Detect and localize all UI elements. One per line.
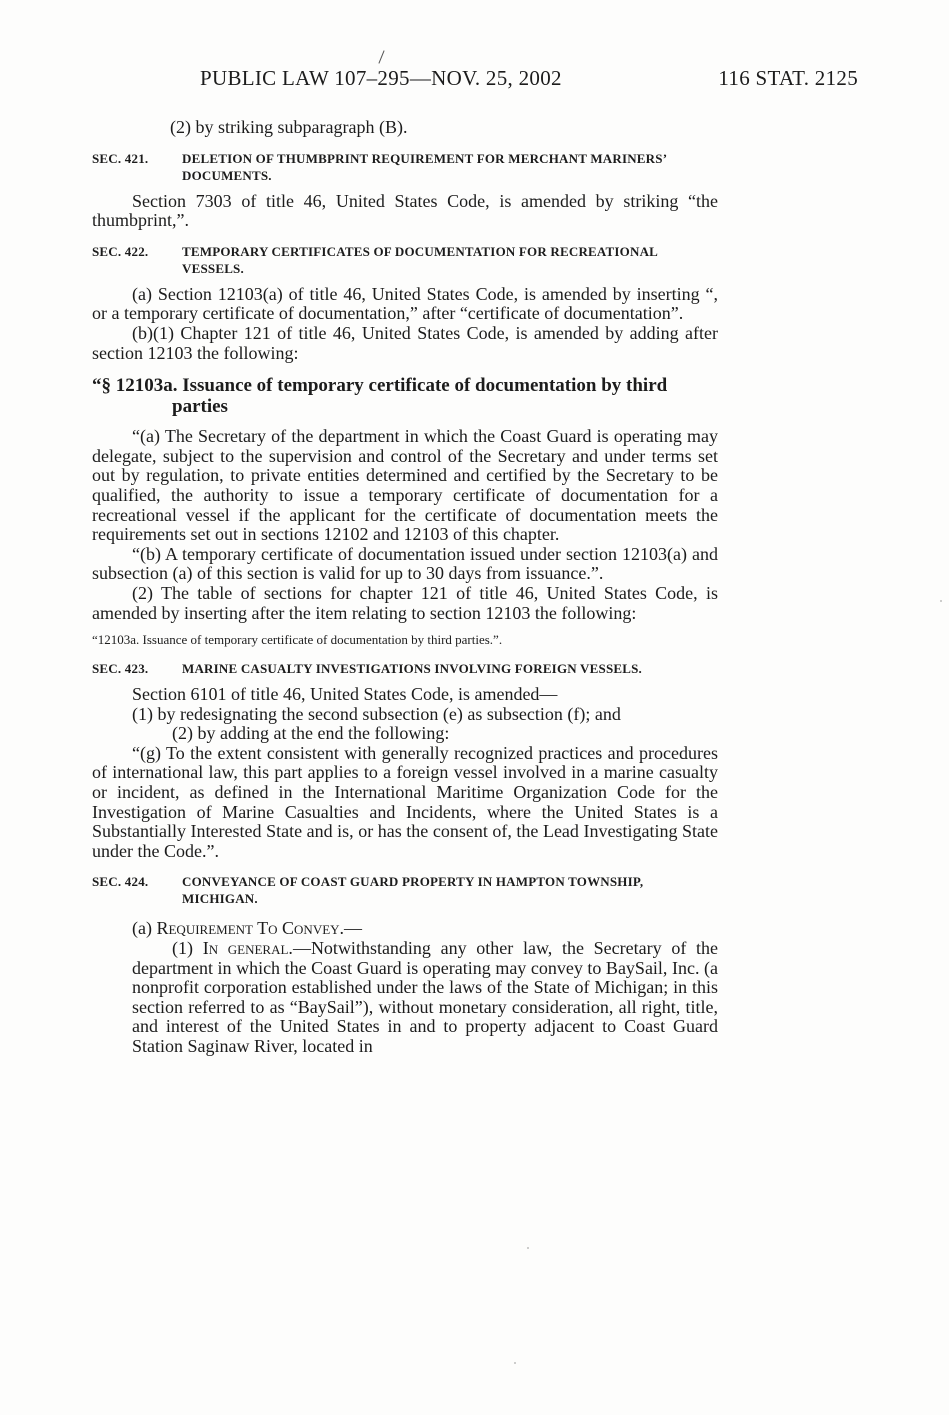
- paragraph-a1: [92, 939, 718, 1057]
- paragraph: (a) Section 12103(a) of title 46, United States Code, is amended by inserting “, or a temporary certificate of documentation,” after “certificate of documentation”.: [92, 283, 718, 324]
- section-number: SEC. 423.: [92, 661, 149, 677]
- paragraph: (2) by striking subparagraph (B).: [170, 117, 408, 137]
- subsection-label: (a): [132, 918, 152, 939]
- paragraph: (2) by adding at the end the following:: [172, 723, 450, 744]
- paragraph: “(a) The Secretary of the department in which the Coast Guard is operating may delegate, subject to the supervision and control of the Secretary and under terms set out by regulation, to private entities determined and certified by the Secretary to be qualified, the authority to issue a temporary certificate of documentation for a recreational vessel if the applicant for the certificate of documentation meets the requirements set out in sections 12102 and 12103 of this chapter.: [92, 426, 718, 545]
- section-heading-424: [92, 873, 718, 907]
- section-title: DELETION OF THUMBPRINT REQUIREMENT FOR MERCHANT MARINERS’ DOCUMENTS.: [182, 150, 667, 183]
- paragraph-text: —Notwithstanding any other law, the Secretary of the department in which the Coast Guard is operating may convey to BaySail, Inc. (a nonprofit corporation established under the laws of the State of Michigan; in this section referred to as “BaySail”), without monetary consideration, all right, title, and interest of the United States in and to property adjacent to Coast Guard Station Saginaw River, located in: [132, 938, 718, 1056]
- page-header: [0, 66, 949, 96]
- paragraph: “(g) To the extent consistent with generally recognized practices and procedures of international law, this part applies to a foreign vessel involved in a marine casualty or incident, as defined in the International Maritime Organization Code for the Investigation of Marine Casualties and Incidents, where the United States is a Substantially Interested State and is, or has the consent of, the Lead Investigating State under the Code.”.: [92, 742, 718, 861]
- section-title: CONVEYANCE OF COAST GUARD PROPERTY IN HAMPTON TOWNSHIP, MICHIGAN.: [182, 874, 644, 907]
- paragraph-heading: In general.: [202, 938, 293, 959]
- paragraph: Section 7303 of title 46, United States Code, is amended by striking “the thumbprint,”.: [92, 190, 718, 231]
- paragraph: Section 6101 of title 46, United States Code, is amended—: [132, 684, 558, 705]
- section-heading-421: [92, 150, 718, 184]
- paragraph: “(b) A temporary certificate of documentation issued under section 12103(a) and subsection (a) of this section is valid for up to 30 days from issuance.”.: [92, 543, 718, 584]
- scan-mark: [378, 50, 384, 63]
- paragraph: (b)(1) Chapter 121 of title 46, United States Code, is amended by adding after section 12103 the following:: [92, 322, 718, 363]
- section-number: SEC. 422.: [92, 243, 149, 259]
- paragraph-label: (1): [172, 938, 193, 959]
- section-title: MARINE CASUALTY INVESTIGATIONS INVOLVING FOREIGN VESSELS.: [182, 661, 643, 677]
- section-number: SEC. 424.: [92, 874, 149, 890]
- document-body: [92, 118, 718, 1057]
- speck: [514, 1362, 516, 1364]
- speck: [527, 1247, 529, 1249]
- section-12103a-heading: “§ 12103a. Issuance of temporary certificate of documentation by third parties: [92, 375, 668, 418]
- speck: [940, 600, 942, 602]
- section-title: TEMPORARY CERTIFICATES OF DOCUMENTATION FOR RECREATIONAL VESSELS.: [182, 243, 658, 276]
- statute-citation: 116 STAT. 2125: [718, 66, 858, 90]
- running-head: PUBLIC LAW 107–295—NOV. 25, 2002: [200, 66, 562, 90]
- paragraph: (1) by redesignating the second subsection (e) as subsection (f); and: [132, 703, 621, 724]
- table-of-sections-entry: “12103a. Issuance of temporary certificate of documentation by third parties.”.: [92, 632, 503, 648]
- subsection-a: [92, 919, 718, 939]
- section-heading-422: [92, 243, 718, 277]
- subsection-heading: Requirement To Convey.—: [156, 918, 363, 939]
- section-heading-423: [92, 660, 718, 677]
- paragraph: (2) The table of sections for chapter 121 of title 46, United States Code, is amended by inserting after the item relating to section 12103 the following:: [92, 582, 718, 623]
- section-number: SEC. 421.: [92, 150, 149, 166]
